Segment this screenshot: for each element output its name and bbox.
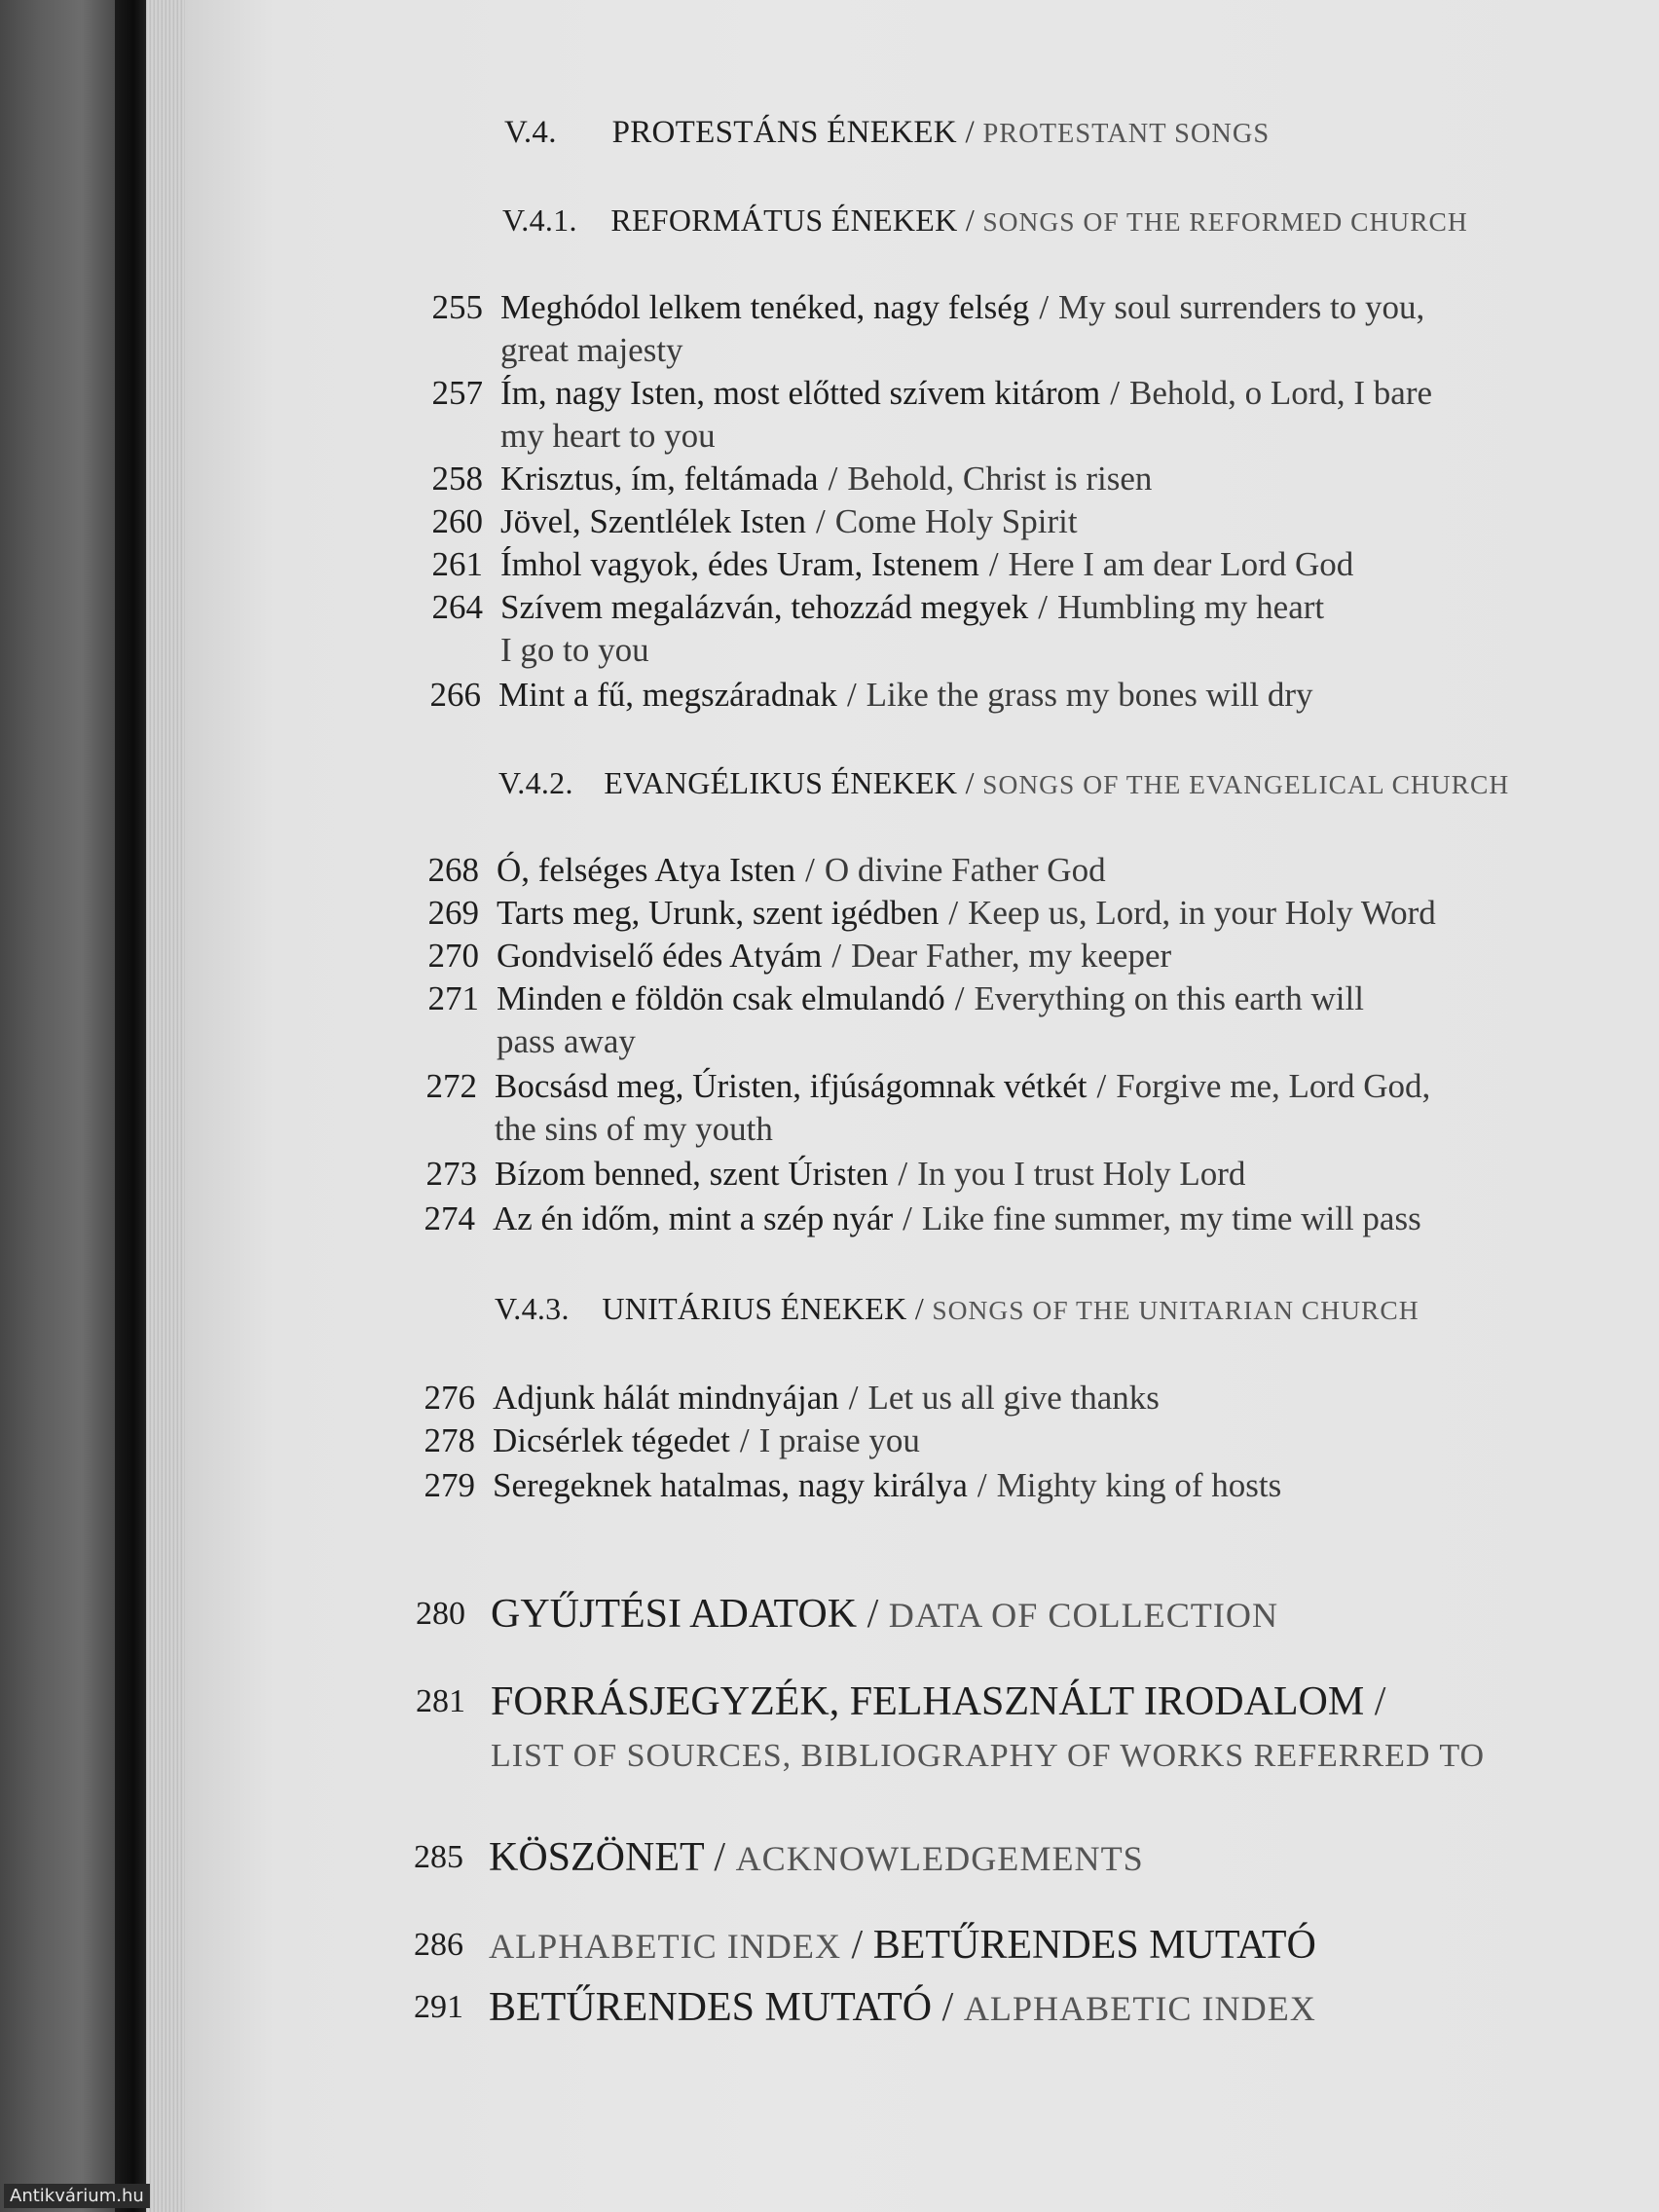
list-item: 278 Dicsérlek tégedet / I praise you (493, 1419, 920, 1462)
list-item: 274 Az én időm, mint a szép nyár / Like fine summer, my time will pass (493, 1198, 1421, 1240)
section-title-en: SONGS OF THE UNITARIAN CHURCH (932, 1295, 1419, 1325)
song-title-hu: Minden e földön csak elmulandó (497, 979, 945, 1017)
song-title-hu: Jövel, Szentlélek Isten (500, 502, 806, 540)
song-title-en-continued: great majesty (500, 331, 683, 369)
song-title-hu: Bízom benned, szent Úristen (495, 1155, 889, 1193)
list-item: 270 Gondviselő édes Atyám / Dear Father, my keeper (497, 935, 1171, 977)
list-item: 255 Meghódol lelkem tenéked, nagy felség / My soul surrenders to you, great majesty (500, 286, 1424, 372)
song-title-en: I praise you (758, 1421, 920, 1459)
song-title-en: Humbling my heart (1057, 588, 1325, 626)
page-number: 260 (431, 502, 483, 540)
entry-title-en: ALPHABETIC INDEX (963, 1989, 1316, 2028)
watermark-label: Antikvárium.hu (4, 2184, 150, 2208)
song-title-en: Dear Father, my keeper (851, 937, 1172, 975)
entry-separator: / (851, 1923, 864, 1968)
entry-title-hu: BETŰRENDES MUTATÓ (872, 1923, 1316, 1968)
song-title-hu: Ím, nagy Isten, most előtted szívem kitárom (500, 374, 1101, 412)
section-title-hu: REFORMÁTUS ÉNEKEK (610, 203, 958, 238)
page-number: 272 (425, 1067, 477, 1105)
song-title-en: Come Holy Spirit (834, 502, 1078, 540)
song-title-hu: Adjunk hálát mindnyájan (493, 1379, 839, 1417)
page-number: 270 (427, 937, 479, 975)
section-title-en: SONGS OF THE REFORMED CHURCH (982, 206, 1468, 237)
song-title-hu: Dicsérlek tégedet (493, 1421, 730, 1459)
list-item: 268 Ó, felséges Atya Isten / O divine Father God (497, 849, 1106, 892)
song-title-en: Keep us, Lord, in your Holy Word (968, 894, 1436, 932)
section-separator: / (965, 203, 976, 238)
song-title-en: Forgive me, Lord God, (1116, 1067, 1431, 1105)
section-title-en: PROTESTANT SONGS (982, 119, 1271, 149)
entry-title-en: ACKNOWLEDGEMENTS (735, 1839, 1144, 1878)
list-item (414, 1830, 1144, 1886)
song-title-en: Like fine summer, my time will pass (921, 1199, 1421, 1237)
song-title-en: Behold, o Lord, I bare (1129, 374, 1433, 412)
song-title-en-continued: my heart to you (500, 417, 716, 455)
section-title-hu: PROTESTÁNS ÉNEKEK (611, 115, 957, 150)
section-title-hu: EVANGÉLIKUS ÉNEKEK (604, 765, 958, 800)
entry-title-hu: GYŰJTÉSI ADATOK (491, 1592, 858, 1637)
section-heading-v43 (495, 1291, 1419, 1327)
list-item: 266 Mint a fű, megszáradnak / Like the grass my bones will dry (498, 674, 1312, 717)
page-number: 269 (427, 894, 479, 932)
list-item: 261 Ímhol vagyok, édes Uram, Istenem / Here I am dear Lord God (500, 543, 1353, 586)
list-item (416, 1587, 1279, 1642)
section-title-hu: UNITÁRIUS ÉNEKEK (602, 1291, 907, 1326)
list-item: 271 Minden e földön csak elmulandó / Everything on this earth will pass away (497, 977, 1364, 1063)
song-title-hu: Ó, felséges Atya Isten (497, 851, 796, 889)
entry-title-en: DATA OF COLLECTION (888, 1596, 1279, 1635)
entry-separator: / (714, 1835, 726, 1880)
list-item (414, 1980, 1316, 2036)
song-title-hu: Az én időm, mint a szép nyár (493, 1199, 894, 1237)
page-number: 285 (414, 1839, 463, 1875)
entry-title-en: LIST OF SOURCES, BIBLIOGRAPHY OF WORKS REFERRED TO (491, 1738, 1486, 1774)
section-code: V.4.1. (502, 203, 577, 238)
page-number: 257 (431, 374, 483, 412)
section-separator: / (914, 1291, 925, 1326)
page-number: 271 (427, 979, 479, 1017)
section-heading-v42 (498, 765, 1509, 801)
song-title-en: Mighty king of hosts (996, 1466, 1282, 1504)
page-number: 268 (427, 851, 479, 889)
song-title-en-continued: I go to you (500, 631, 649, 669)
song-title-hu: Szívem megalázván, tehozzád megyek (500, 588, 1029, 626)
song-title-hu: Krisztus, ím, feltámada (500, 460, 819, 498)
page-number: 255 (431, 288, 483, 326)
section-code: V.4.2. (498, 765, 573, 800)
song-title-en: O divine Father God (824, 851, 1106, 889)
entry-separator: / (941, 1985, 954, 2030)
entry-title-en: ALPHABETIC INDEX (489, 1927, 842, 1966)
list-item: 257 Ím, nagy Isten, most előtted szívem kitárom / Behold, o Lord, I bare my heart to you (500, 372, 1432, 458)
song-title-en: Let us all give thanks (867, 1379, 1160, 1417)
list-item: 273 Bízom benned, szent Úristen / In you I trust Holy Lord (495, 1153, 1245, 1196)
page-number: 264 (431, 588, 483, 626)
list-item (416, 1675, 1486, 1784)
song-title-hu: Mint a fű, megszáradnak (498, 676, 837, 714)
song-title-en: In you I trust Holy Lord (917, 1155, 1246, 1193)
list-item: 272 Bocsásd meg, Úristen, ifjúságomnak vétkét / Forgive me, Lord God, the sins of my youth (495, 1065, 1430, 1151)
section-heading-v4 (504, 115, 1270, 151)
song-title-en: Like the grass my bones will dry (866, 676, 1313, 714)
page-number: 276 (424, 1379, 475, 1417)
song-title-hu: Ímhol vagyok, édes Uram, Istenem (500, 545, 979, 583)
song-title-hu: Tarts meg, Urunk, szent igédben (497, 894, 940, 932)
page-number: 286 (414, 1927, 463, 1963)
song-title-en-continued: pass away (497, 1022, 636, 1060)
page-number: 291 (414, 1989, 463, 2025)
page-number: 261 (431, 545, 483, 583)
song-title-en: Behold, Christ is risen (847, 460, 1153, 498)
page-number: 278 (424, 1421, 475, 1459)
page-number: 274 (424, 1199, 475, 1237)
list-item: 279 Seregeknek hatalmas, nagy királya / Mighty king of hosts (493, 1464, 1281, 1507)
section-heading-v41 (502, 203, 1468, 239)
page-number: 273 (425, 1155, 477, 1193)
song-title-en: Everything on this earth will (974, 979, 1364, 1017)
entry-title-hu: FORRÁSJEGYZÉK, FELHASZNÁLT IRODALOM (491, 1679, 1365, 1724)
entry-title-hu: BETŰRENDES MUTATÓ (489, 1985, 933, 2030)
entry-separator: / (1374, 1679, 1386, 1724)
song-title-hu: Meghódol lelkem tenéked, nagy felség (500, 288, 1030, 326)
song-title-hu: Gondviselő édes Atyám (497, 937, 823, 975)
list-item: 264 Szívem megalázván, tehozzád megyek / Humbling my heart I go to you (500, 586, 1324, 672)
section-separator: / (965, 765, 975, 800)
entry-title-hu: KÖSZÖNET (489, 1835, 704, 1880)
list-item: 269 Tarts meg, Urunk, szent igédben / Keep us, Lord, in your Holy Word (497, 892, 1436, 935)
list-item (414, 1918, 1316, 1973)
page-number: 281 (416, 1683, 465, 1719)
song-title-en-continued: the sins of my youth (495, 1110, 773, 1148)
song-title-en: Here I am dear Lord God (1008, 545, 1354, 583)
list-item: 258 Krisztus, ím, feltámada / Behold, Christ is risen (500, 458, 1152, 500)
section-title-en: SONGS OF THE EVANGELICAL CHURCH (982, 769, 1510, 799)
entry-separator: / (866, 1592, 879, 1637)
page-number: 266 (429, 676, 481, 714)
song-title-hu: Seregeknek hatalmas, nagy királya (493, 1466, 968, 1504)
list-item: 276 Adjunk hálát mindnyájan / Let us all give thanks (493, 1377, 1160, 1419)
song-title-en: My soul surrenders to you, (1058, 288, 1425, 326)
song-title-hu: Bocsásd meg, Úristen, ifjúságomnak vétkét (495, 1067, 1088, 1105)
page-number: 279 (424, 1466, 475, 1504)
section-code: V.4. (504, 115, 557, 150)
page-number: 258 (431, 460, 483, 498)
section-separator: / (965, 115, 975, 150)
section-code: V.4.3. (495, 1291, 570, 1326)
list-item: 260 Jövel, Szentlélek Isten / Come Holy Spirit (500, 500, 1078, 543)
page-number: 280 (416, 1596, 465, 1632)
